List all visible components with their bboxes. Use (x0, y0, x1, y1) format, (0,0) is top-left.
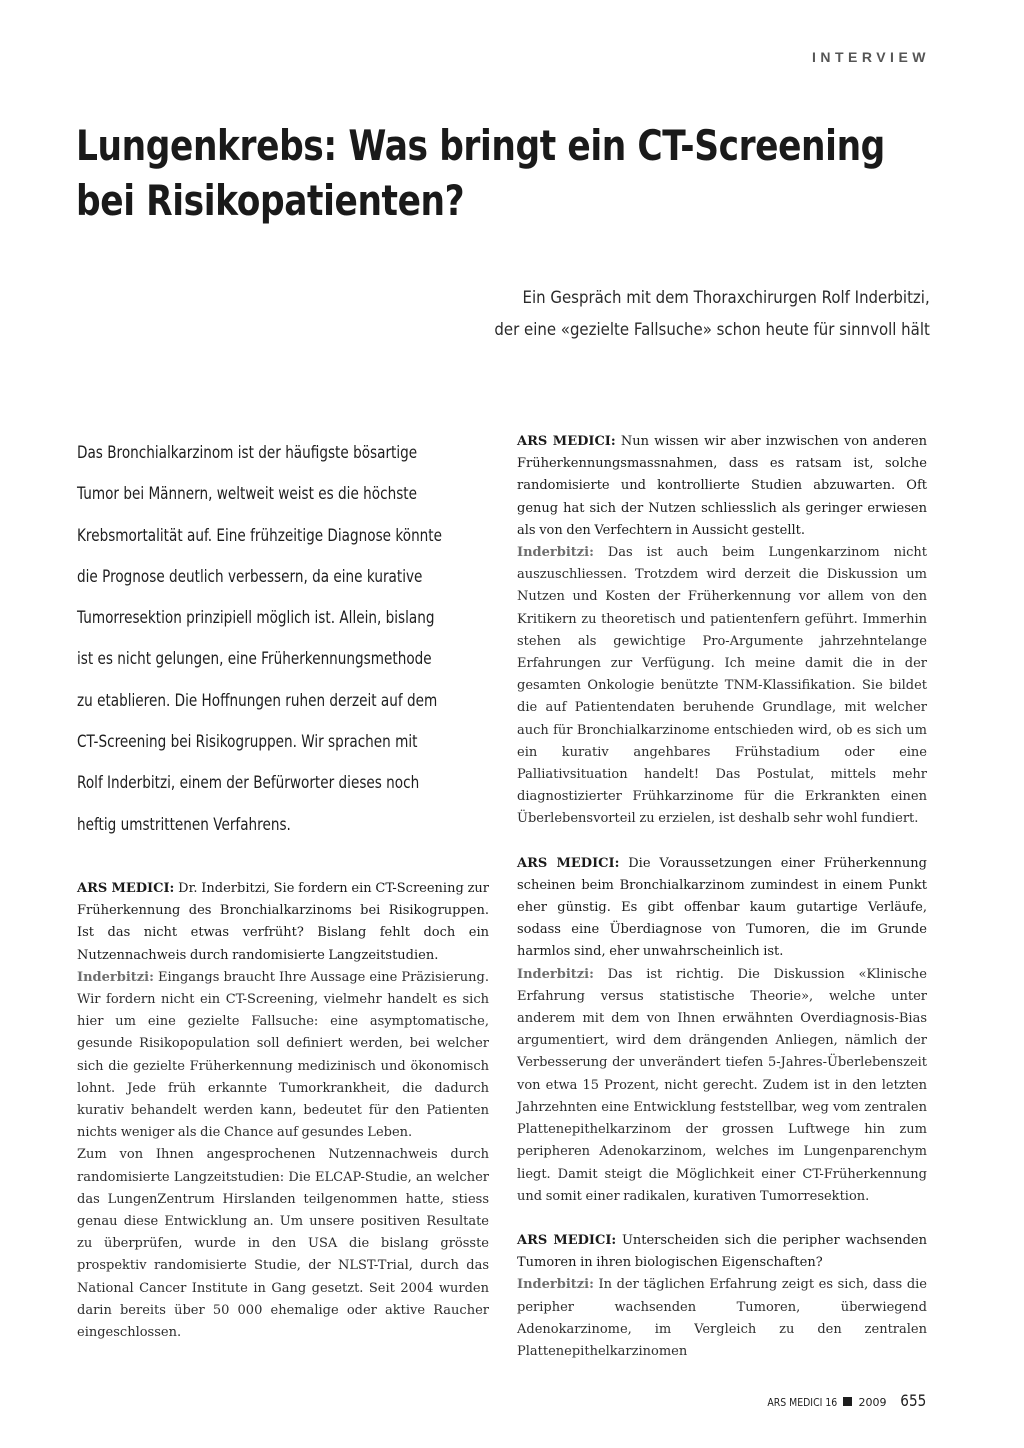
answer-3 (517, 964, 927, 1208)
right-column (517, 431, 927, 1363)
journal-year: 2009 (858, 1396, 887, 1409)
journal-name: ARS MEDICI 16 (767, 1396, 838, 1409)
speaker-interviewer: ARS MEDICI: (77, 881, 175, 896)
answer-text: Eingangs braucht Ihre Aussage eine Präzisierung. Wir fordern nicht ein CT-Screening, vielmehr handelt es sich hier um eine gezielte Fallsuche: eine asymptomatische, gesunde Risikopopulation soll definiert werden, bei welcher sich die gezielte Früherkennung medizinisch und ökonomisch lohnt. Jede früh erkannte Tumorkrankheit, die dadurch kurativ behandelt werden kann, bedeutet für den Patienten nichts weniger als die Chance auf gesundes Leben. (77, 969, 489, 1141)
answer-text: In der täglichen Erfahrung zeigt es sich, dass die peripher wachsenden Tumoren, überwiegend Adenokarzinome, im Vergleich zu den zentralen Plattenepithelkarzinomen (517, 1277, 927, 1359)
answer-4 (517, 1274, 927, 1363)
page-number: 655 (900, 1391, 927, 1410)
article-title (76, 118, 885, 228)
subtitle-line-1: Ein Gespräch mit dem Thoraxchirurgen Rolf Inderbitzi, (522, 288, 930, 308)
lead-paragraph: Das Bronchialkarzinom ist der häufigste bösartige Tumor bei Männern, weltweit weist es die höchste Krebsmortalität auf. Eine frühzeitige Diagnose könnte die Prognose deutlich verbessern, da eine kurative Tumorresektion prinzipiell möglich ist. Allein, bislang ist es nicht gelungen, eine Früherkennungsmethode zu etablieren. Die Hoffnungen ruhen derzeit auf dem CT-Screening bei Risikogruppen. Wir sprachen mit Rolf Inderbitzi, einem der Befürworter dieses noch heftig umstrittenen Verfahrens. (77, 443, 443, 835)
question-4 (517, 1230, 927, 1274)
question-text: Nun wissen wir aber inzwischen von anderen Früherkennungsmassnahmen, dass es ratsam ist, solche randomisierte und kontrollierte Studien abzuwarten. Oft genug hat sich der Nutzen schliesslich als geringer erwiesen als von den Verfechtern in Aussicht gestellt. (517, 434, 927, 538)
separator-square-icon (843, 1397, 852, 1406)
title-line-2: bei Risikopatienten? (76, 176, 465, 225)
question-text: Dr. Inderbitzi, Sie fordern ein CT-Screening zur Früherkennung des Bronchialkarzinoms bei Risikogruppen. Ist das nicht etwas verfrüht? Bislang fehlt doch ein Nutzennachweis durch randomisierte Langzeitstudien. (77, 881, 489, 963)
section-label: INTERVIEW (811, 49, 930, 65)
question-2 (517, 431, 927, 542)
answer-text: Das ist richtig. Die Diskussion «Klinische Erfahrung versus statistische Theorie», welche unter anderem mit dem von Ihnen erwähnten Overdiagnosis-Bias argumentiert, wird dem drängenden Anliegen, nämlich der Verbesserung der unverändert tiefen 5-Jahres-Überlebenszeit von etwa 15 Prozent, nicht gerecht. Zudem ist in den letzten Jahrzehnten eine Entwicklung feststellbar, weg vom zentralen Plattenepithelkarzinom der grossen Luftwege hin zum peripheren Adenokarzinom, welches im Lungenparenchym liegt. Damit steigt die Möglichkeit einer CT-Früherkennung und somit einer radikalen, kurativen Tumorresektion. (517, 966, 927, 1204)
question-3 (517, 853, 927, 964)
page-footer (755, 1391, 929, 1410)
answer-1-continued: Zum von Ihnen angesprochenen Nutzennachweis durch randomisierte Langzeitstudien: Die ELCAP-Studie, an welcher das LungenZentrum Hirslanden teilgenommen hatte, stiess genau diese Entwicklung an. Um unsere positiven Resultate zu überprüfen, wurde in den USA die bislang grösste prospektiv randomisierte Studie, der NLST-Trial, durch das National Cancer Institute in Gang gesetzt. Seit 2004 wurden darin bereits über 50 000 ehemalige oder aktive Raucher eingeschlossen. (77, 1147, 489, 1341)
article-subtitle (230, 282, 930, 346)
left-column (77, 878, 489, 1344)
answer-text: Das ist auch beim Lungenkarzinom nicht auszuschliessen. Trotzdem wird derzeit die Diskussion um Nutzen und Kosten der Früherkennung vor allem von den Kritikern zu theoretisch und patientenfern geführt. Immerhin stehen als gewichtige Pro-Argumente jahrzehntelange Erfahrungen zur Verfügung. Ich meine damit die in der gesamten Onkologie benützte TNM-Klassifikation. Sie bildet die auf Patientendaten beruhende Grundlage, mit welcher auch für Bronchialkarzinome entschieden wird, ob es sich um ein kurativ angehbares Frühstadium oder eine Palliativsituation handelt! Das Postulat, mittels mehr diagnostizierter Frühkarzinome für die Erkrankten einen Überlebensvorteil zu erzielen, ist deshalb sehr wohl fundiert. (517, 545, 927, 827)
question-text: Die Voraussetzungen einer Früherkennung scheinen beim Bronchialkarzinom zumindest in einem Punkt eher günstig. Es gibt offenbar kaum gutartige Verläufe, sodass eine Überdiagnose von Tumoren, die im Grunde harmlos sind, eher unwahrscheinlich ist. (517, 855, 927, 960)
answer-2 (517, 542, 927, 831)
question-1 (77, 878, 489, 967)
speaker-interviewee: Inderbitzi: (517, 966, 594, 982)
subtitle-line-2: der eine «gezielte Fallsuche» schon heute für sinnvoll hält (494, 320, 930, 340)
speaker-interviewer: ARS MEDICI: (517, 434, 616, 449)
speaker-interviewee: Inderbitzi: (77, 969, 154, 985)
speaker-interviewee: Inderbitzi: (517, 545, 594, 561)
question-text: Unterscheiden sich die peripher wachsenden Tumoren in ihren biologischen Eigenschaften? (517, 1232, 927, 1271)
speaker-interviewee: Inderbitzi: (517, 1277, 594, 1293)
speaker-interviewer: ARS MEDICI: (517, 855, 620, 871)
speaker-interviewer: ARS MEDICI: (517, 1232, 617, 1248)
answer-1 (77, 967, 489, 1145)
title-line-1: Lungenkrebs: Was bringt ein CT-Screening (76, 121, 885, 170)
